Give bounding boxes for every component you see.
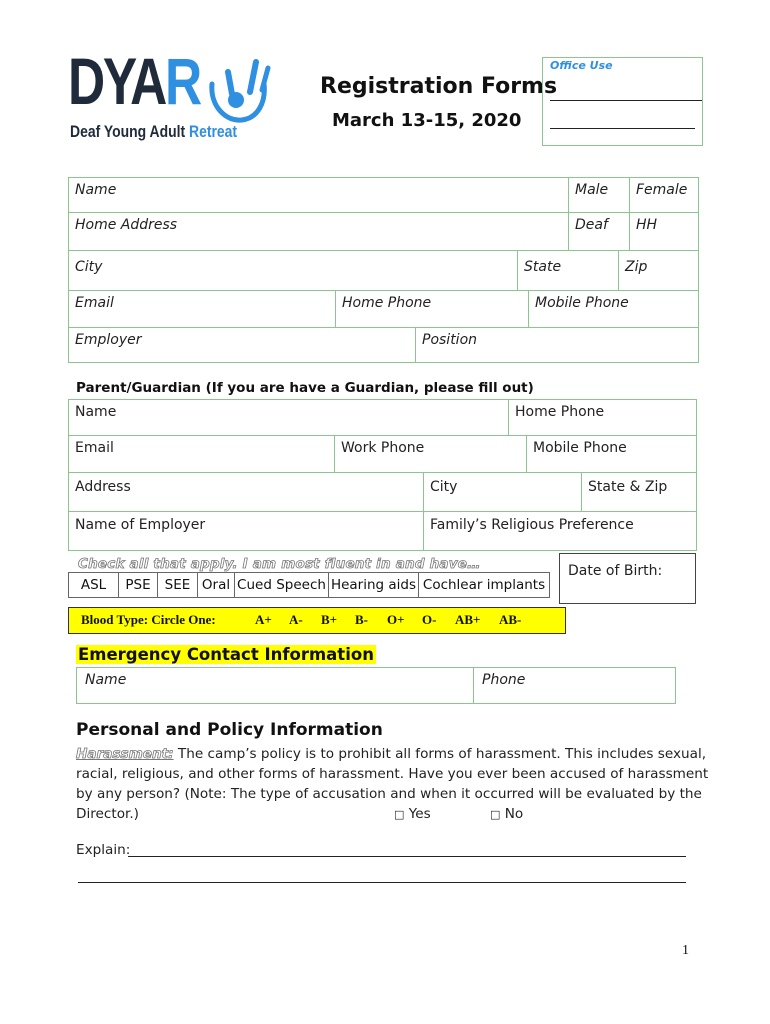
employer-field[interactable]: Employer	[68, 327, 416, 363]
blood-type-row	[68, 607, 566, 634]
guardian-address-field[interactable]: Address	[68, 472, 424, 512]
guardian-heading: Parent/Guardian (If you are have a Guardian, please fill out)	[76, 380, 534, 396]
male-option[interactable]: Male	[568, 177, 630, 213]
female-option[interactable]: Female	[629, 177, 699, 213]
policy-heading: Personal and Policy Information	[76, 720, 383, 740]
blood-type-a-neg[interactable]: A-	[289, 612, 303, 627]
blood-type-b-pos[interactable]: B+	[321, 612, 338, 627]
guardian-work-phone-field[interactable]: Work Phone	[334, 435, 527, 473]
harassment-text-1: The camp’s policy is to prohibit all forms of harassment. This includes sexual,	[173, 746, 707, 762]
guardian-mobile-phone-field[interactable]: Mobile Phone	[526, 435, 697, 473]
office-use-line-1	[550, 100, 702, 101]
blood-type-o-pos[interactable]: O+	[387, 612, 405, 627]
dyar-logo	[68, 44, 278, 158]
logo-letter-blue: R	[164, 44, 200, 118]
logo-tagline-blue: Retreat	[189, 122, 238, 141]
fluency-option-pse[interactable]: PSE	[119, 573, 158, 597]
blood-type-a-pos[interactable]: A+	[255, 612, 272, 627]
home-address-field[interactable]: Home Address	[68, 212, 569, 251]
blood-type-o-neg[interactable]: O-	[422, 612, 437, 627]
guardian-city-field[interactable]: City	[423, 472, 582, 512]
city-field[interactable]: City	[68, 250, 518, 291]
deaf-option[interactable]: Deaf	[568, 212, 630, 251]
harassment-text-2: racial, religious, and other forms of harassment. Have you ever been accused of harassment	[76, 766, 709, 782]
guardian-name-field[interactable]: Name	[68, 399, 509, 436]
position-field[interactable]: Position	[415, 327, 699, 363]
state-field[interactable]: State	[517, 250, 619, 291]
email-field[interactable]: Email	[68, 290, 336, 328]
office-use-line-2	[550, 128, 695, 129]
zip-field[interactable]: Zip	[618, 250, 699, 291]
fluency-option-see[interactable]: SEE	[158, 573, 198, 597]
fluency-option-cued-speech[interactable]: Cued Speech	[235, 573, 329, 597]
hh-option[interactable]: HH	[629, 212, 699, 251]
yes-label: Yes	[408, 806, 431, 822]
logo-tagline: Deaf Young Adult	[70, 122, 190, 141]
fluency-option-hearing-aids[interactable]: Hearing aids	[329, 573, 419, 597]
name-field[interactable]: Name	[68, 177, 569, 213]
harassment-label: Harassment:	[76, 746, 174, 762]
office-use-label: Office Use	[550, 59, 613, 72]
mobile-phone-field[interactable]: Mobile Phone	[528, 290, 699, 328]
date-of-birth-label: Date of Birth:	[568, 563, 663, 579]
fluency-option-oral[interactable]: Oral	[198, 573, 235, 597]
guardian-religion-field[interactable]: Family’s Religious Preference	[423, 511, 697, 551]
no-label: No	[504, 806, 524, 822]
no-option[interactable]	[490, 804, 523, 825]
fluency-option-asl[interactable]: ASL	[69, 573, 119, 597]
emergency-phone-field[interactable]: Phone	[473, 667, 676, 704]
hand-sign-icon	[206, 54, 272, 124]
blood-type-label: Blood Type: Circle One:	[81, 612, 216, 627]
no-checkbox-icon: □	[490, 808, 501, 821]
fluency-heading: Check all that apply. I am most fluent in and have…	[78, 556, 481, 572]
page-number: 1	[682, 943, 689, 958]
yes-option[interactable]	[394, 804, 431, 825]
emergency-name-field[interactable]: Name	[76, 667, 474, 704]
harassment-text-4: Director.)	[76, 806, 139, 822]
fluency-option-cochlear-implants[interactable]: Cochlear implants	[422, 577, 546, 593]
guardian-employer-field[interactable]: Name of Employer	[68, 511, 424, 551]
blood-type-ab-neg[interactable]: AB-	[499, 612, 522, 627]
emergency-heading: Emergency Contact Information	[78, 645, 374, 664]
form-title: Registration Forms	[320, 74, 558, 99]
date-of-birth-field[interactable]	[559, 553, 696, 604]
harassment-paragraph	[76, 744, 709, 824]
blood-type-ab-pos[interactable]: AB+	[455, 612, 481, 627]
guardian-email-field[interactable]: Email	[68, 435, 335, 473]
explain-label: Explain:	[76, 842, 131, 858]
guardian-state-zip-field[interactable]: State & Zip	[581, 472, 697, 512]
harassment-text-3: by any person? (Note: The type of accusation and when it occurred will be evaluated by the	[76, 786, 702, 802]
guardian-home-phone-field[interactable]: Home Phone	[508, 399, 697, 436]
office-use-box	[542, 57, 703, 146]
home-phone-field[interactable]: Home Phone	[335, 290, 529, 328]
event-dates: March 13-15, 2020	[332, 110, 522, 131]
explain-line-1[interactable]	[128, 856, 686, 857]
explain-line-2[interactable]	[78, 882, 686, 883]
fluency-options-row	[68, 572, 550, 598]
blood-type-b-neg[interactable]: B-	[355, 612, 368, 627]
yes-checkbox-icon: □	[394, 808, 405, 821]
logo-letters-dark: DYA	[68, 44, 165, 118]
